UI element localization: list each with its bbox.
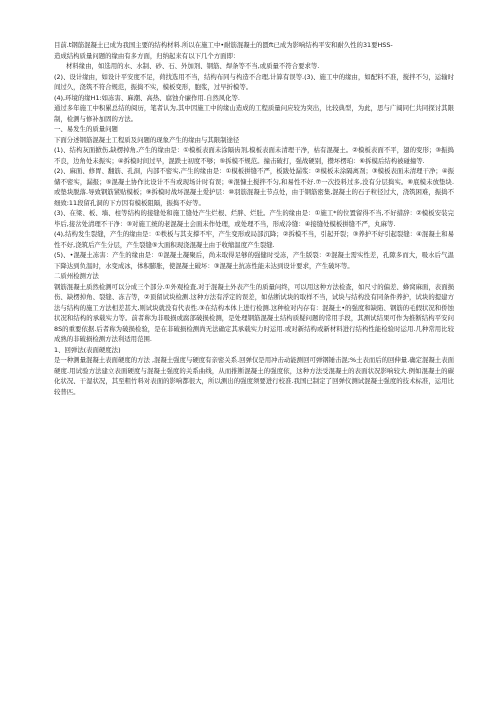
problems-intro: 下面分述钢筋混凝土工程质及问题的现象产生的缘由与其限制途径 bbox=[54, 135, 240, 144]
problem-item-2: (2)、麻面、修胃、翻筋、孔洞，内部不密实,产生的缘由是：①模板拼缝不严，板跋处漏浆：②模板未涂隔离剂；③模板表面未清理干净；④振储不密实，漏报；⑤混凝土协作比设计不当或现场计时有误；⑥混慷土搅拌不匀,和易性不好.⑦一次投料过多,没有分层捣实。⑧底模未放垫块.或垫块脱落.导致钢筋紧贴模板；⑨拆模时战坏混凝土爱护层：⑩羽筋混凝土节点处，由于钢筋密集,混凝土的石子粒径过大，浇筑困难，振捣不细致:11段留孔洞的下方因有模板阻隔，振捣不好等。 bbox=[54, 167, 454, 207]
problem-item-3: (3)、在梁、板、墙、柱等结构的接缝处和施工缝处产生烂根、烂胖、烂肚。产生的缘由是：①施工*的位置留得不当,不好措辞：②模板安装完毕后,接岔处清理不干净：③对施工统的老混凝土会面未作处理，或处理不当，形成冷缝：④接缝处模板拼缝不严，丸麻等. bbox=[54, 209, 454, 228]
causes-intro: 造成结构质量问题的缘由有多方面，归纳起来有以下几个方面即： bbox=[54, 51, 240, 60]
rebound-paragraph: 是一种测量混凝土表面硬度的方法 ,混凝土强度与硬度有亲密关系.回弹仅是用冲击动能测回可弹钢锤击混;%土表而后的回伸量.确定混凝土表面硬度.用试验方法建立表面硬度与混凝土强度的关系曲线，从而推断混凝土的强度依，这种方法受混凝土的表面状况影响较大.例如混凝土的碳化状况、干湿状况，其至粗竹料对表面的影响都很大，所以测出的强度须要进行校准.我国已制定了回弹仪测试混凝土强度的技术标准，运用比较普匹。 bbox=[54, 356, 454, 396]
section-heading-testing: 二质州检测方法 bbox=[54, 272, 99, 280]
problem-item-5: (5)、•混凝土冻害：产生的缘由是：①混凝土凝聚后，尚未取得足够的强健时受冻，产生版裂：②混凝土需实性差，孔隙多而大，吸水后气温下降达到负温时，水变成冰，体积膨胀，使混凝土破坏：③混凝土抗冻性能未达到设计要求，产生破坏等。 bbox=[54, 251, 454, 270]
document-page bbox=[54, 40, 454, 397]
cause-design-construction: (2)、设计缘由，如设计平安度不足，荷找选用不当，结构布同与构造不合理,计算有误等.(3)、施工中的缘由，如配料不准，搅拌不匀，运输时间过久，浇筑不符合规范，振捣不实，模板变形，胞浆，过早折模等。 bbox=[54, 72, 454, 91]
experience-paragraph: 通过多年施工中积累总结的阅历，笔者认为,其中因施工中的缘山造成的工程质量问应较为突出，比较典型，为此，思与广阔同仁共同探讨其限制，检测与修补加固的方法。 bbox=[54, 104, 454, 123]
cause-environment: (4),环境的缘H1:如冻害、麻潮、高热、腐蚀介廉作用.自然风化等. bbox=[54, 93, 240, 102]
cause-material: 材料缘由，如选用的水、水制、砂、石、外加剂、钢筋、焊条等不当,或质量不符合要求等. bbox=[66, 62, 320, 70]
problem-item-1: (1)、结构灰面掀伤,缺楞掉角,产生的缘由是：①模板表面未涂隔齿剂,模板表面未清理干净，枯有混凝土。②模板表面不平，翅的变形；③振捣不良，边角处未振实；④拆模时间过早，混跌士初度不够；⑤拆模不规范。撞击破打，强战硬别，攒坏楞珀：⑥拆模后结构被碰撞等. bbox=[54, 146, 454, 165]
subsection-heading-rebound: 1、回弹法(表面硬度法) bbox=[54, 345, 121, 354]
testing-paragraph: 钢筋混凝土质然检测可以分成三个部分.①外观检査,对于混凝土外表产生的质量问终，可以用这种方法检查，如尺寸的偏差、蜂窝麻面，表面损伤、缺楞掉角、裂缝、冻吉等，②顶留试块检测.这种方法有浮定的误差，如估断试块的取样不当，试块与结构没有同条件养护，试块的提建方法与结构的施工方法相差甚大,则试块就没有代表性.③在结构本体上进行检测.这种检对内存有：混凝土•的强度和缺陷、钢筋的毛假状况和侨蚀状况和结构的承载实力等。前者称为非吸损或腐部破损检测，是处理钢筋混凝土结构质疑问题的常用手段，其测试结果可作为推断结构平安问8S的重要依据.后者称为破损检验，是在非破损检测尚无法确定其承载实力时运用.或对新结构或新材料进行结构性能检验时运用.几种常用比较成熟的非破损检测方法利适用范围. bbox=[54, 282, 454, 343]
problem-item-4: (4),结构发生裂缝，产生的缘由是：①秩板与其支撑不牢，产生变形或局部沉降；②拆模不当，引起开裂；③养护不好引起裂缝：④混凝土和易性不好,浇筑后产生分层，产生裂缝⑤大面积现浇混凝土由于收缩温度产生裂缝. bbox=[54, 230, 454, 249]
intro-paragraph: 目前.t钢筋混凝土已成为我国主要的结构材料.所以在施工中•耐筋混凝土的匮ft已成为影响结构平安和耐久性的31要HSS- bbox=[54, 41, 393, 49]
section-heading-problems: 一、易发生的质量问题 bbox=[54, 125, 118, 133]
